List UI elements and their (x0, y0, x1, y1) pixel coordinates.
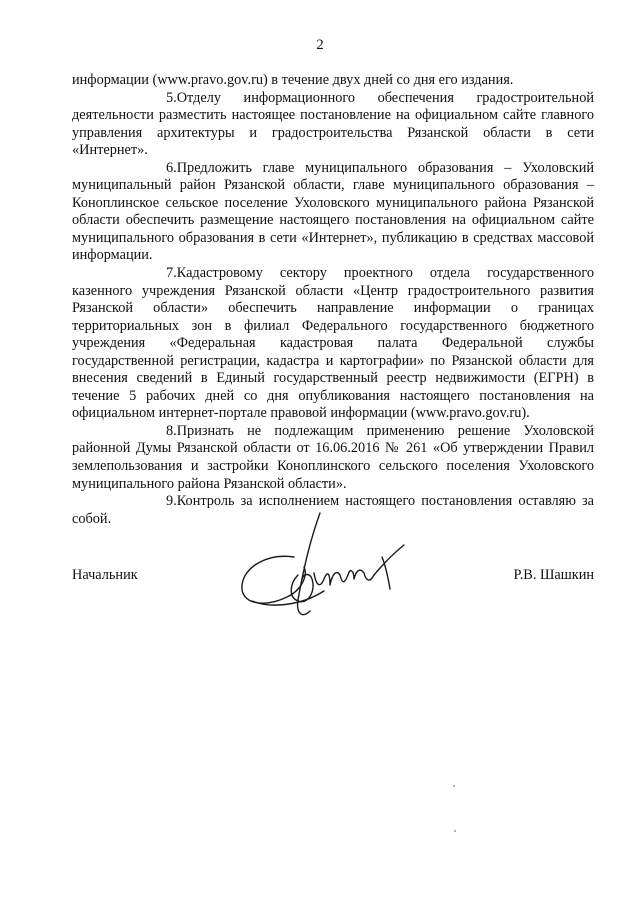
paragraph-item-8 (72, 423, 594, 493)
page-number: 2 (316, 37, 324, 53)
signature-row (72, 567, 594, 587)
paragraph-number: 9. (166, 493, 177, 510)
paragraph-item-7 (72, 265, 594, 423)
document-body (72, 72, 594, 528)
paragraph-number: 5. (166, 89, 177, 106)
paragraph-item-6 (72, 160, 594, 265)
paragraph-text: информации (www.pravo.gov.ru) в течение двух дней со дня его издания. (72, 72, 514, 88)
paragraph-item-5 (72, 90, 594, 160)
paragraph-number: 8. (166, 422, 177, 439)
scan-speck (454, 830, 456, 832)
paragraph-text: Отделу информационного обеспечения градостроительной деятельности разместить настоящее постановление на официальном сайте главного управления архитектуры и градостроительства Рязанской области в сети «Интернет». (72, 89, 594, 159)
paragraph-text: Признать не подлежащим применению решение Ухоловской районной Думы Рязанской области от 16.06.2016 № 261 «Об утверждении Правил землепользования и застройки Коноплинского сельского поселения Ухоловского муниципального района Рязанской области». (72, 422, 594, 492)
paragraph-text: Предложить главе муниципального образования – Ухоловский муниципальный район Рязанской области, главе муниципального образования – Коноплинское сельское поселение Ухоловского муниципального района Рязанской области обеспечить размещение настоящего постановления на официальном сайте муниципального образования в сети «Интернет», публикацию в средствах массовой информации. (72, 159, 594, 264)
paragraph-text: Кадастровому сектору проектного отдела государственного казенного учреждения Рязанской области «Центр градостроительного развития Рязанской области» обеспечить направление информации о границах территориальных зон в филиал Федерального государственного бюджетного учреждения «Федеральная кадастровая палата Федеральной службы государственной регистрации, кадастра и картографии» по Рязанской области для внесения сведений в Единый государственный реестр недвижимости (ЕГРН) в течение 5 рабочих дней со дня опубликования настоящего постановления на официальном интернет-портале правовой информации (www.pravo.gov.ru). (72, 265, 594, 422)
paragraph-number: 6. (166, 159, 177, 176)
scan-speck (453, 785, 455, 787)
signatory-name: Р.В. Шашкин (513, 567, 594, 583)
paragraph-text: Контроль за исполнением настоящего постановления оставляю за собой. (72, 493, 594, 527)
paragraph-continuation (72, 72, 594, 90)
signatory-title: Начальник (72, 567, 138, 583)
paragraph-number: 7. (166, 265, 177, 282)
